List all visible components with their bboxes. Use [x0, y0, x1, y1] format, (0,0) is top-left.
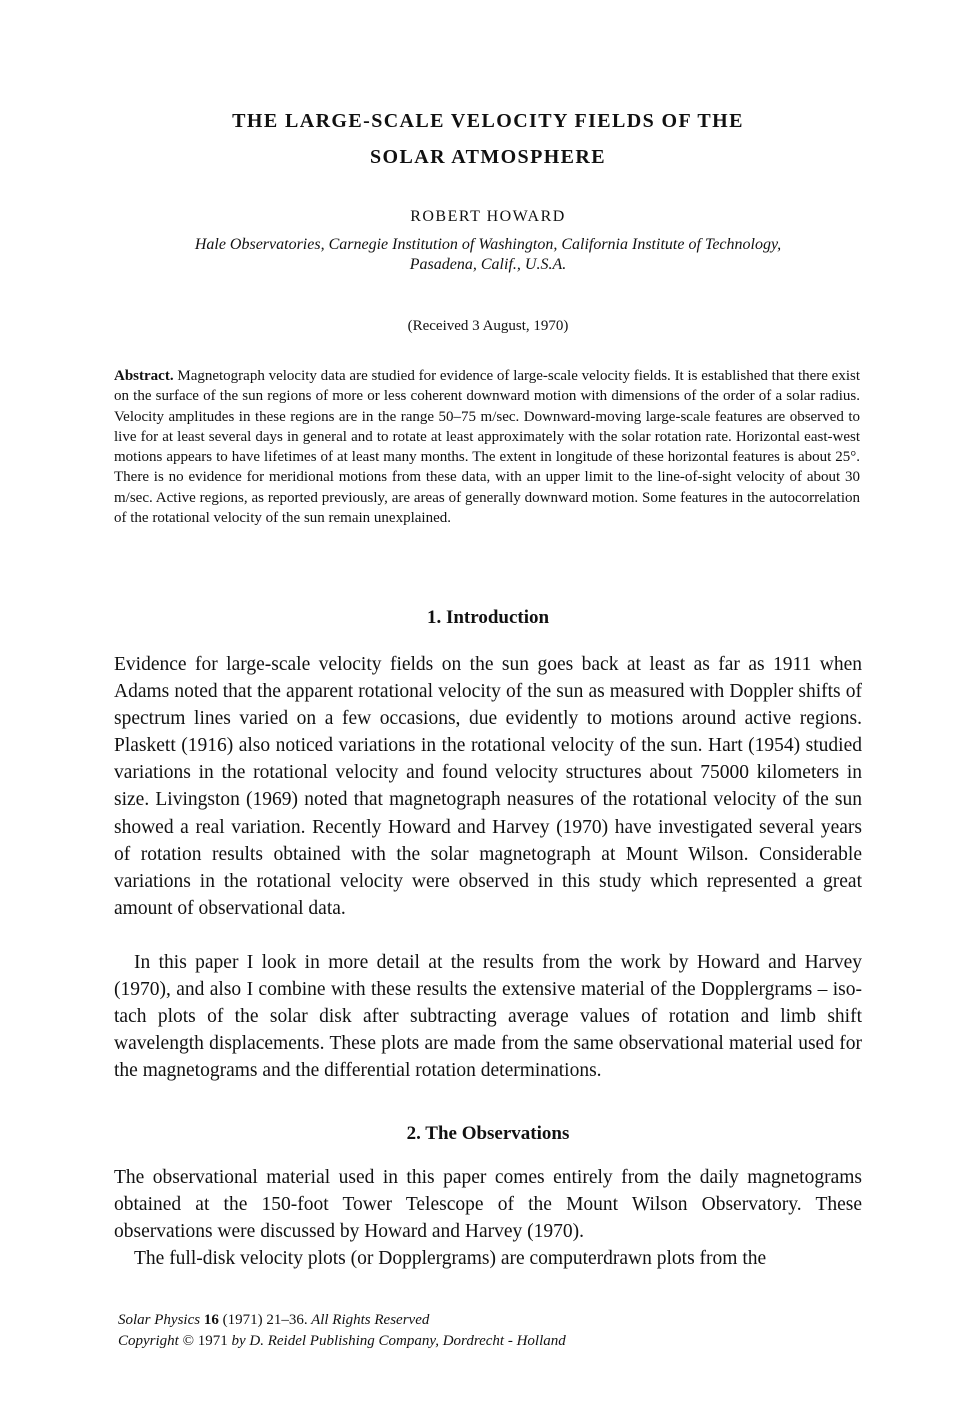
section-heading-introduction: 1. Introduction — [426, 607, 550, 628]
abstract-label: Abstract. — [114, 368, 174, 384]
paper-title-line-2: SOLAR ATMOSPHERE — [370, 146, 606, 168]
copyright-publisher: by D. Reidel Publishing Company, Dordrecht - Holland — [231, 1333, 566, 1349]
paper-title-line-1: THE LARGE-SCALE VELOCITY FIELDS OF THE — [232, 110, 744, 132]
copyright-prefix: Copyright — [118, 1333, 179, 1349]
journal-volume: 16 — [203, 1312, 219, 1328]
abstract-text: Magnetograph velocity data are studied for evidence of large-scale velocity fields. It is established that there exist on the surface of the sun regions of more or less coherent downward motion with dimensions of the order of a solar radius. Velocity amplitudes in these regions are in the range 50–75 m/sec. Downward-moving large-scale features are observed to live for at least several days in general and to rotate at least approximately with the solar rotation rate. Horizontal east-west motions appears to have lifetimes of at least many months. The extent in longitude of these horizontal features is about 25°. There is no evidence for meridional motions from these data, with an upper limit to the line-of-sight velocity of about 30 m/sec. Active regions, as reported previously, are areas of generally downward motion. Some features in the autocorrelation of the rotational velocity of the sun remain unexplained. — [114, 368, 861, 527]
section-heading-observations: 2. The Observations — [406, 1123, 570, 1144]
journal-pages: (1971) 21–36. — [222, 1312, 308, 1328]
journal-citation — [118, 1312, 429, 1329]
received-date: (Received 3 August, 1970) — [407, 318, 569, 334]
author-name: ROBERT HOWARD — [410, 208, 566, 225]
copyright-icon: © — [182, 1333, 194, 1349]
body-paragraph: The observational material used in this paper comes entirely from the daily magnetograms obtained at the 150-foot Tower Telescope of the Mount Wilson Observatory. These observations were discussed by Howard and Harvey (1970). — [114, 1167, 862, 1243]
affiliation-line-2: Pasadena, Calif., U.S.A. — [409, 256, 567, 273]
body-paragraph: In this paper I look in more detail at the results from the work by Howard and Harvey (1970), and also I combine with these results the extensive material of the Dopplergrams – iso-tach plots of the solar disk after subtracting average values of rotation and limb shift wavelength displacements. These plots are made from the same observational material used for the magnetograms and the differential rotation determinations. — [114, 952, 862, 1082]
journal-name: Solar Physics — [118, 1312, 201, 1328]
copyright-year: 1971 — [197, 1333, 228, 1349]
abstract — [114, 366, 860, 528]
affiliation-line-1: Hale Observatories, Carnegie Institution of Washington, California Institute of Technology, — [194, 236, 782, 253]
body-paragraph: The full-disk velocity plots (or Dopplergrams) are computerdrawn plots from the — [134, 1248, 767, 1269]
copyright-line — [118, 1333, 566, 1350]
rights-text: All Rights Reserved — [311, 1312, 430, 1328]
body-paragraph: Evidence for large-scale velocity fields on the sun goes back at least as far as 1911 when Adams noted that the apparent rotational velocity of the sun as measured with Doppler shifts of spectrum lines varied on a few occasions, due evidently to motions around active regions. Plaskett (1916) also noticed variations in the rotational velocity of the sun. Hart (1954) studied variations in the rotational velocity and found velocity structures about 75000 kilometers in size. Livingston (1969) noted that magnetograph neasures of the rotational velocity of the sun showed a real variation. Recently Howard and Harvey (1970) have investigated several years of rotation results obtained with the solar magnetograph at Mount Wilson. Considerable variations in the rotational velocity were observed in this study which represented a great amount of observational data. — [114, 654, 862, 919]
